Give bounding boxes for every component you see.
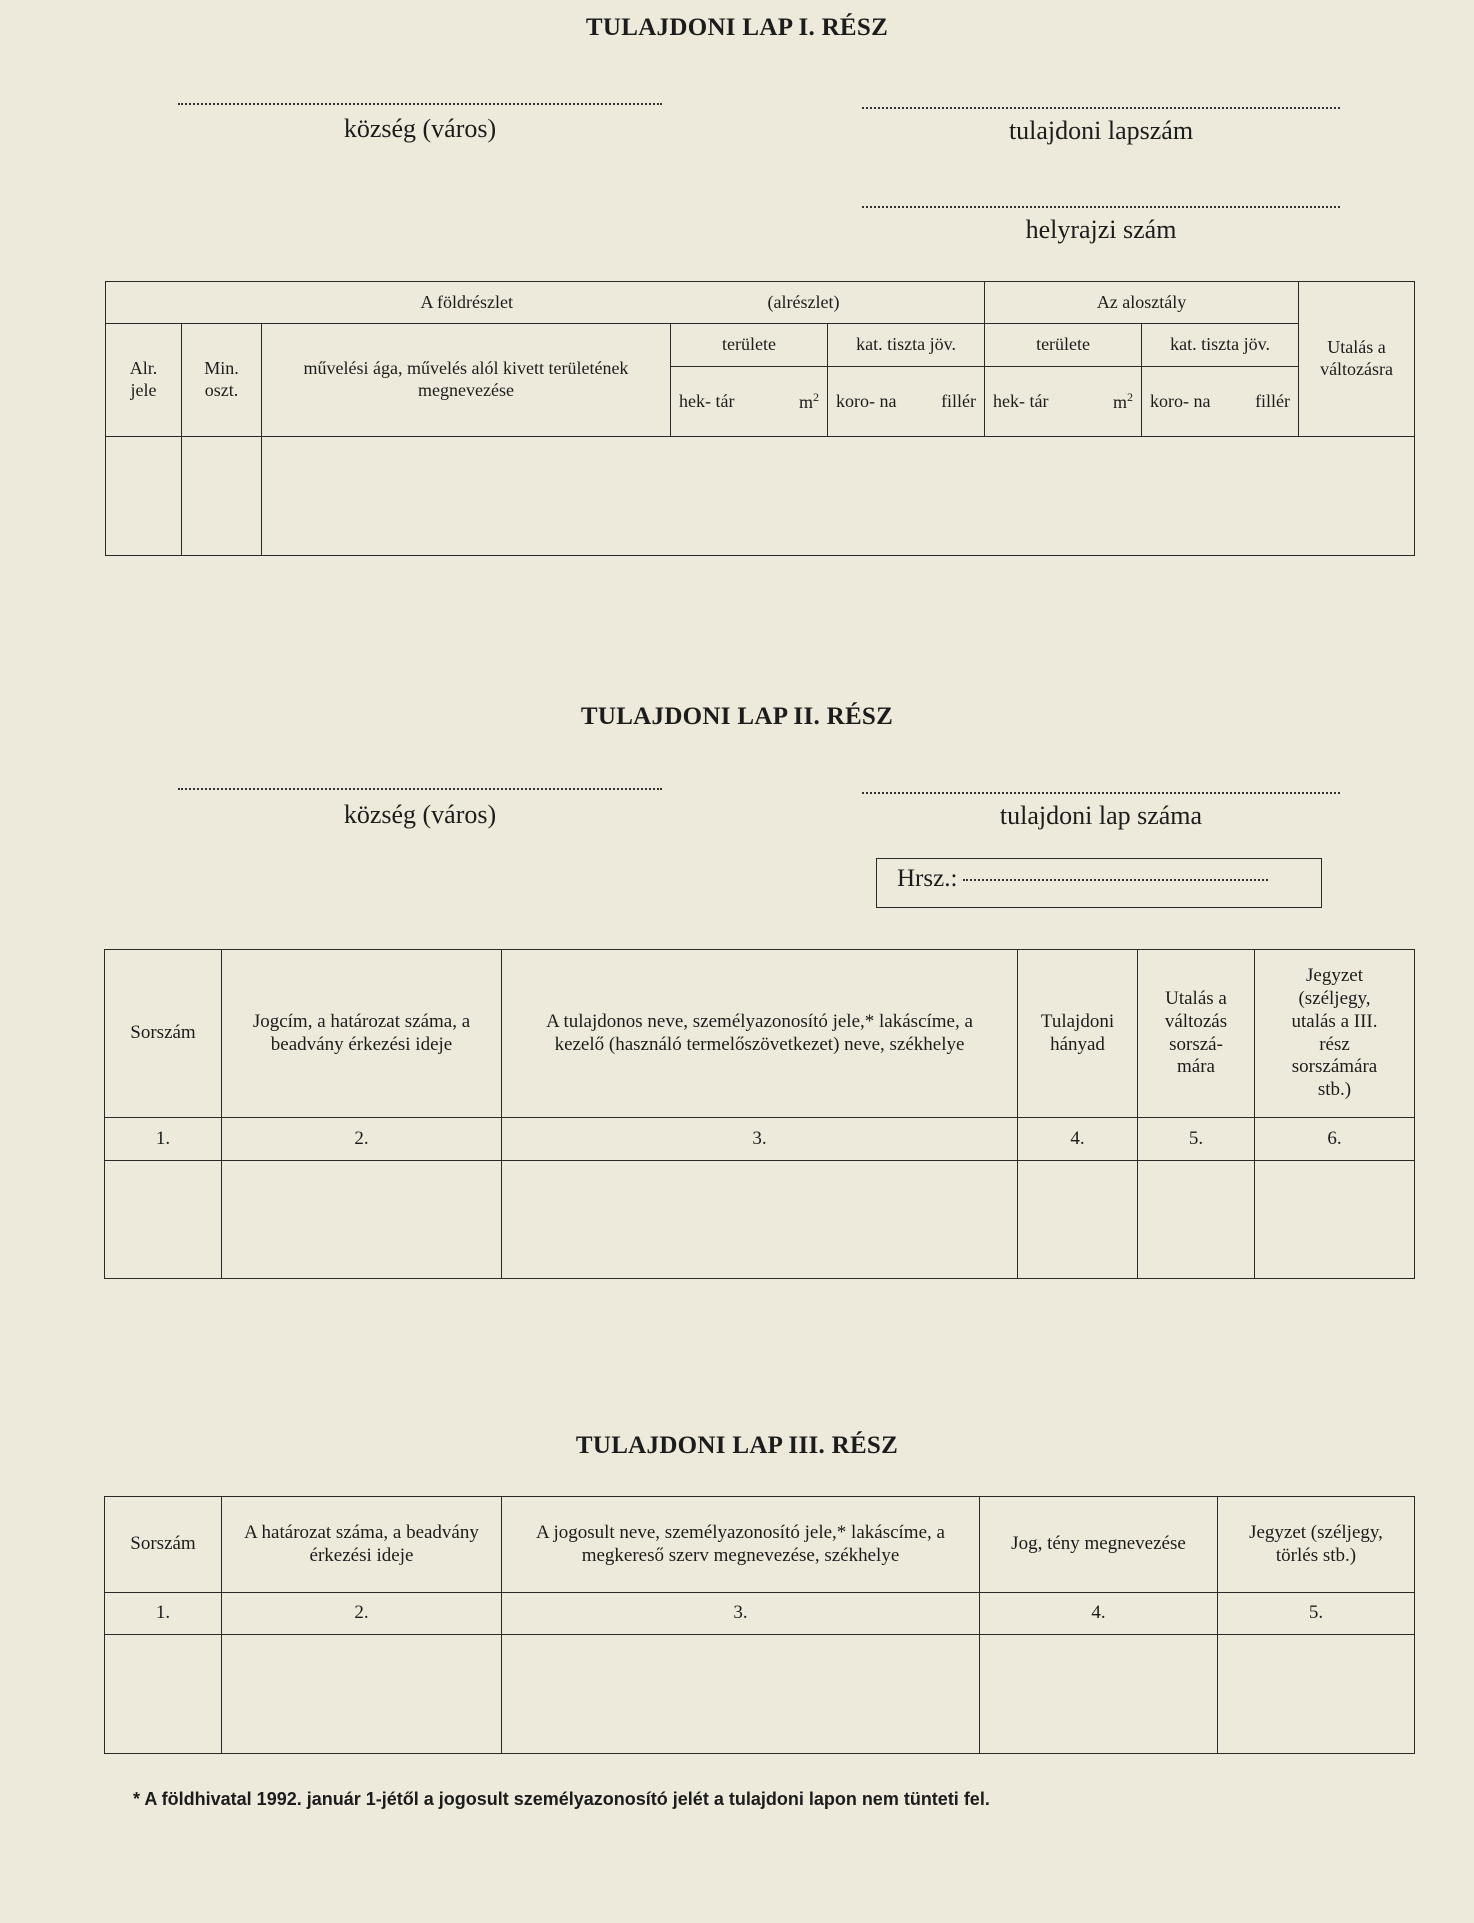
header-jogosult: A jogosult neve, személyazonosító jele,* lakáscíme, a megkereső szerv megnevezése, székhelye <box>502 1497 980 1593</box>
col-number-1: 1. <box>105 1118 222 1161</box>
col-number-1: 1. <box>105 1593 222 1635</box>
entry-tulajdonos[interactable] <box>502 1161 1018 1279</box>
header-jog-teny: Jog, tény megnevezése <box>980 1497 1218 1593</box>
col-number-5: 5. <box>1218 1593 1415 1635</box>
entry-jegyzet[interactable] <box>1218 1635 1415 1754</box>
header-tulajdonos: A tulajdonos neve, személyazonosító jele,* lakáscíme, a kezelő (használó termelőszövetkezet) neve, székhelye <box>502 950 1018 1118</box>
entry-tulajdoni-hanyad[interactable] <box>1018 1161 1138 1279</box>
unit-m2: m <box>799 391 814 412</box>
part2-sheet-number-caption: tulajdoni lap száma <box>999 801 1203 830</box>
col-number-2: 2. <box>222 1118 502 1161</box>
col-number-3: 3. <box>502 1118 1018 1161</box>
entry-jegyzet[interactable] <box>1255 1161 1415 1279</box>
hrsz-field[interactable] <box>963 879 1268 881</box>
col-number-4: 4. <box>1018 1118 1138 1161</box>
part1-village-field[interactable] <box>178 103 662 105</box>
part1-sheet-number-caption: tulajdoni lapszám <box>1008 116 1194 145</box>
col-number-6: 6. <box>1255 1118 1415 1161</box>
header-kat-tiszta-jov-1: kat. tiszta jöv. <box>828 324 985 367</box>
unit-korona: koro- na <box>836 391 897 412</box>
footnote: * A földhivatal 1992. január 1-jétől a jogosult személyazonosító jelét a tulajdoni lapon nem tünteti fel. <box>133 1789 990 1809</box>
part1-parcel-number-field[interactable] <box>862 206 1340 208</box>
entry-row-rest[interactable] <box>262 437 1415 556</box>
header-alosztaly: Az alosztály <box>985 282 1299 324</box>
unit-hektar: hek- tár <box>993 391 1049 412</box>
part2-village-caption: község (város) <box>343 800 497 829</box>
unit-hektar-m2-1 <box>671 367 828 437</box>
header-muvelesi-aga: művelési ága, művelés alól kivett területének megnevezése <box>262 324 671 437</box>
hrsz-box[interactable] <box>876 858 1322 908</box>
part1-table <box>105 281 1415 556</box>
entry-hatarozat[interactable] <box>222 1635 502 1754</box>
part1-village-caption: község (város) <box>343 114 497 143</box>
header-jogcim: Jogcím, a határozat száma, a beadvány érkezési ideje <box>222 950 502 1118</box>
unit-filler: fillér <box>941 390 977 411</box>
entry-alr-jele[interactable] <box>106 437 182 556</box>
col-number-2: 2. <box>222 1593 502 1635</box>
header-alreszlet <box>767 282 985 324</box>
header-alr-jele: Alr. jele <box>106 324 182 437</box>
col-number-3: 3. <box>502 1593 980 1635</box>
header-terulete-1: területe <box>671 324 828 367</box>
col-number-5: 5. <box>1138 1118 1255 1161</box>
unit-m2-sup: 2 <box>813 389 820 404</box>
unit-hektar: hek- tár <box>679 391 735 412</box>
unit-korona: koro- na <box>1150 391 1211 412</box>
part2-sheet-number-field[interactable] <box>862 792 1340 794</box>
unit-m2-sup: 2 <box>1127 389 1134 404</box>
header-utalas-valtozasra: Utalás a változásra <box>1299 282 1415 437</box>
unit-m2: m <box>1113 391 1128 412</box>
unit-korona-filler-2 <box>1142 367 1299 437</box>
part1-sheet-number-field[interactable] <box>862 107 1340 109</box>
hrsz-label: Hrsz.: <box>897 865 958 892</box>
part3-title: TULAJDONI LAP III. RÉSZ <box>575 1432 899 1459</box>
entry-sorszam[interactable] <box>105 1635 222 1754</box>
alreszlet-label: (alrészlet) <box>767 291 840 312</box>
entry-jogosult[interactable] <box>502 1635 980 1754</box>
header-utalas-valtozas: Utalás a változás sorszá- mára <box>1138 950 1255 1118</box>
part1-parcel-number-caption: helyrajzi szám <box>1025 215 1177 244</box>
part2-village-field[interactable] <box>178 788 662 790</box>
entry-jog-teny[interactable] <box>980 1635 1218 1754</box>
entry-min-oszt[interactable] <box>182 437 262 556</box>
part2-title: TULAJDONI LAP II. RÉSZ <box>580 703 894 730</box>
unit-korona-filler-1 <box>828 367 985 437</box>
header-hatarozat: A határozat száma, a beadvány érkezési ideje <box>222 1497 502 1593</box>
header-sorszam: Sorszám <box>105 1497 222 1593</box>
part3-table <box>104 1496 1415 1754</box>
header-terulete-2: területe <box>985 324 1142 367</box>
header-foldreszlet <box>106 282 828 324</box>
col-number-4: 4. <box>980 1593 1218 1635</box>
unit-filler: fillér <box>1255 390 1291 411</box>
part1-title: TULAJDONI LAP I. RÉSZ <box>585 14 889 41</box>
foldreszlet-label: A földrészlet <box>420 291 514 312</box>
entry-jogcim[interactable] <box>222 1161 502 1279</box>
header-jegyzet: Jegyzet (széljegy, utalás a III. rész sorszámára stb.) <box>1255 950 1415 1118</box>
header-sorszam: Sorszám <box>105 950 222 1118</box>
header-jegyzet: Jegyzet (széljegy, törlés stb.) <box>1218 1497 1415 1593</box>
header-kat-tiszta-jov-2: kat. tiszta jöv. <box>1142 324 1299 367</box>
header-tulajdoni-hanyad: Tulajdoni hányad <box>1018 950 1138 1118</box>
entry-utalas-valtozas[interactable] <box>1138 1161 1255 1279</box>
unit-hektar-m2-2 <box>985 367 1142 437</box>
header-min-oszt: Min. oszt. <box>182 324 262 437</box>
part2-table <box>104 949 1415 1279</box>
entry-sorszam[interactable] <box>105 1161 222 1279</box>
